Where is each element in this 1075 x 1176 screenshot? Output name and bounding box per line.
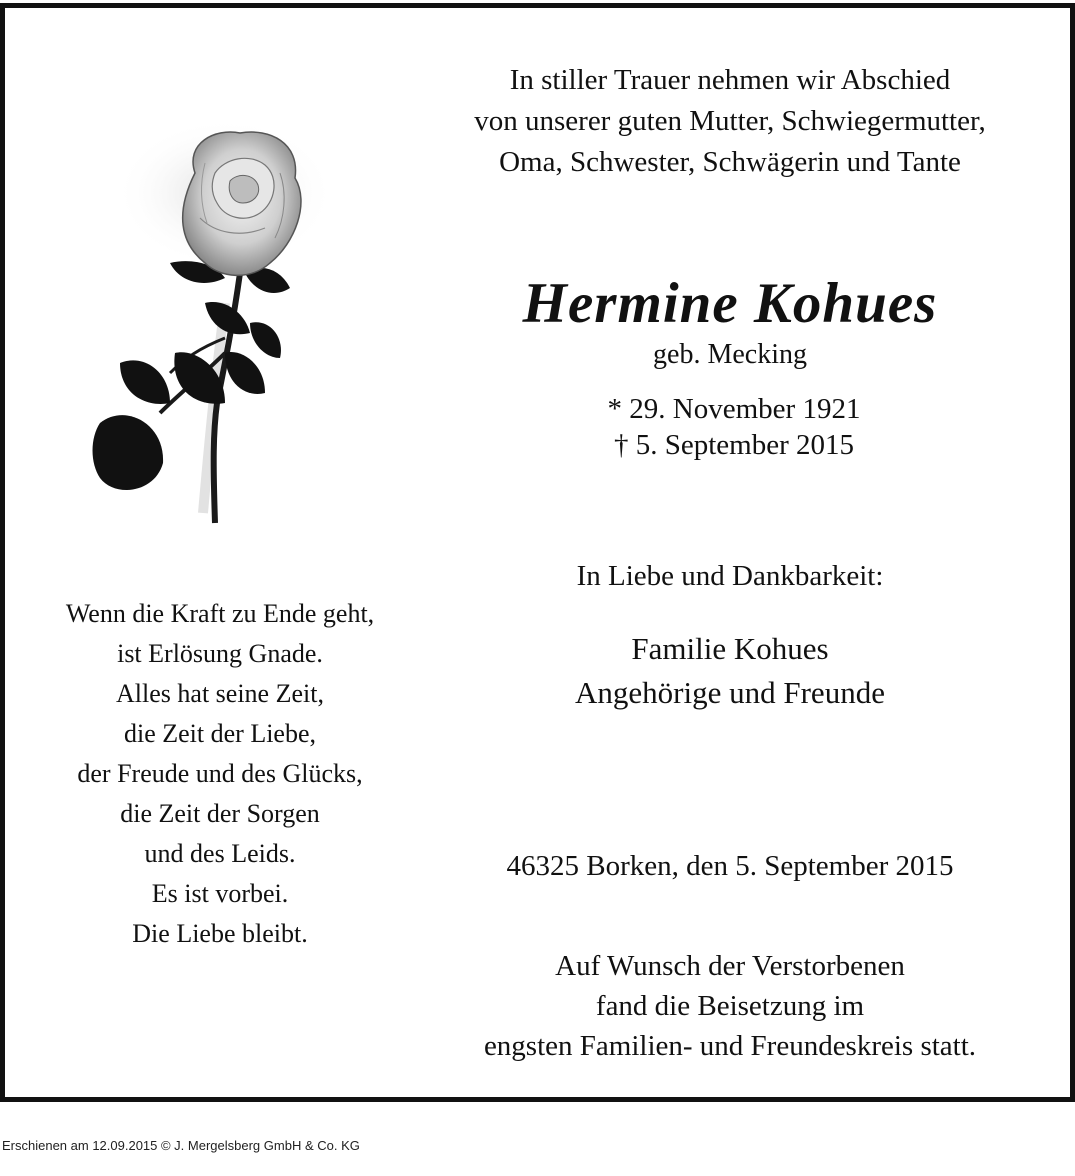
life-dates: [425, 391, 1035, 463]
obituary-frame: [0, 3, 1075, 1102]
burial-line: Auf Wunsch der Verstorbenen: [555, 950, 905, 982]
poem-line: die Zeit der Liebe,: [123, 719, 317, 748]
birth-date: * 29. November 1921: [607, 393, 861, 425]
intro-text: [425, 60, 1035, 183]
intro-line: In stiller Trauer nehmen wir Abschied: [509, 64, 951, 96]
poem-line: und des Leids.: [144, 839, 296, 868]
thanks-line: In Liebe und Dankbarkeit:: [576, 560, 884, 592]
poem-line: Alles hat seine Zeit,: [116, 679, 324, 708]
poem-line: ist Erlösung Gnade.: [117, 639, 323, 668]
maiden-name: geb. Mecking: [653, 339, 807, 370]
burial-line: fand die Beisetzung im: [595, 990, 865, 1022]
death-date: † 5. September 2015: [613, 429, 854, 461]
publication-footer: Erschienen am 12.09.2015 © J. Mergelsberg GmbH & Co. KG: [2, 1138, 360, 1153]
mourner-line: Familie Kohues: [631, 631, 829, 666]
rose-icon: [75, 103, 375, 543]
burial-note: [425, 946, 1035, 1066]
poem-line: Die Liebe bleibt.: [132, 919, 308, 948]
intro-line: von unserer guten Mutter, Schwiegermutter,: [474, 105, 986, 137]
mourner-line: Angehörige und Freunde: [575, 675, 885, 710]
poem-line: Wenn die Kraft zu Ende geht,: [65, 599, 375, 628]
deceased-name: Hermine Kohues: [522, 272, 938, 335]
poem-line: Es ist vorbei.: [151, 879, 289, 908]
poem-line: der Freude und des Glücks,: [77, 759, 363, 788]
place-date: 46325 Borken, den 5. September 2015: [506, 850, 954, 882]
poem: [25, 594, 415, 954]
mourners: [425, 627, 1035, 715]
poem-line: die Zeit der Sorgen: [120, 799, 320, 828]
burial-line: engsten Familien- und Freundeskreis statt.: [483, 1030, 977, 1062]
intro-line: Oma, Schwester, Schwägerin und Tante: [499, 146, 961, 178]
